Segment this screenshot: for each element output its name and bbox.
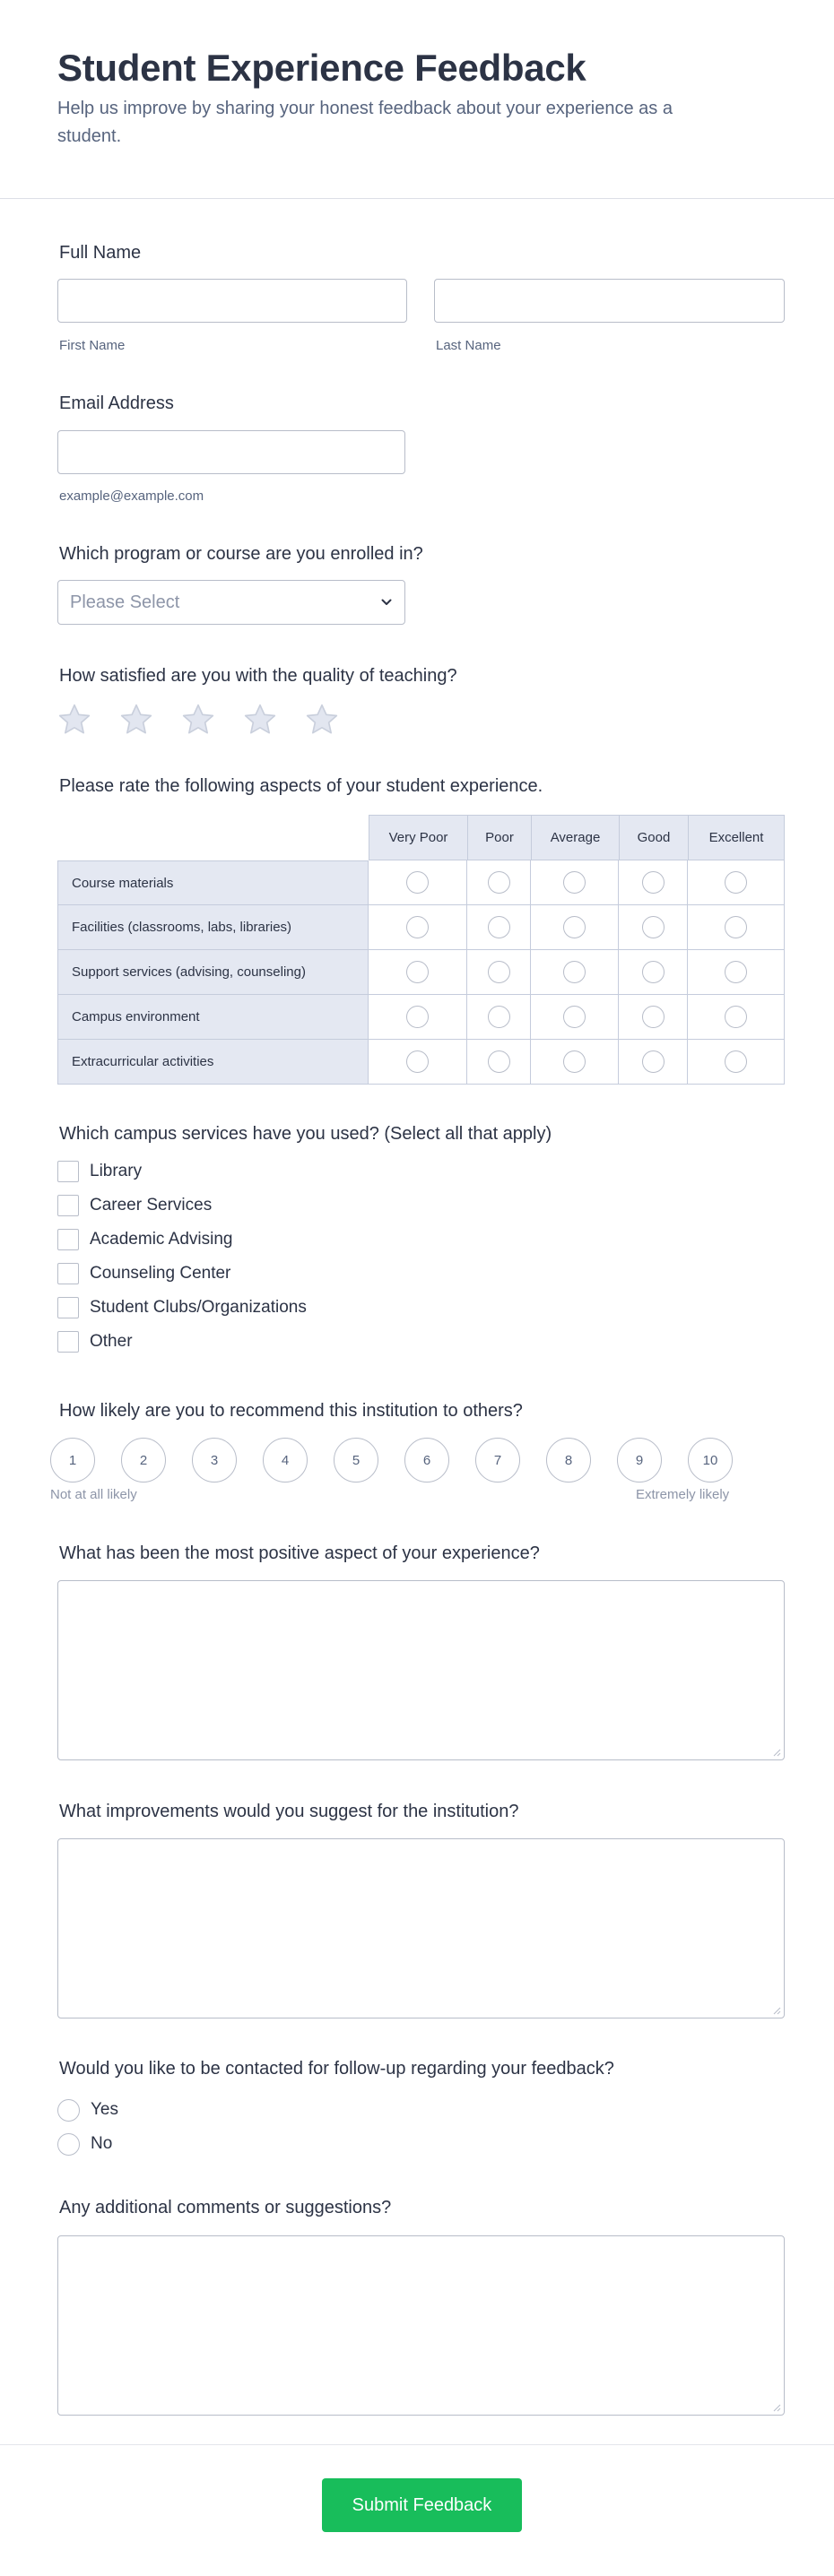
followup-option-label: No bbox=[91, 2134, 113, 2153]
matrix-column-header: Average bbox=[531, 815, 620, 860]
matrix-radio[interactable] bbox=[725, 961, 747, 983]
checkbox[interactable] bbox=[57, 1263, 79, 1284]
email-sublabel: example@example.com bbox=[59, 488, 204, 504]
scale-option-7[interactable]: 7 bbox=[475, 1438, 520, 1482]
matrix-cell bbox=[369, 995, 467, 1040]
matrix-cell bbox=[531, 1040, 619, 1085]
matrix-row-label: Course materials bbox=[57, 860, 369, 905]
star-icon[interactable] bbox=[180, 702, 216, 738]
scale-option-2[interactable]: 2 bbox=[121, 1438, 166, 1482]
matrix-row-label: Support services (advising, counseling) bbox=[57, 950, 369, 995]
form-header bbox=[0, 0, 834, 199]
matrix-radio[interactable] bbox=[563, 871, 586, 894]
scale-option-4[interactable]: 4 bbox=[263, 1438, 308, 1482]
matrix-cell bbox=[688, 995, 785, 1040]
star-icon[interactable] bbox=[56, 702, 92, 738]
matrix-cell bbox=[531, 860, 619, 905]
matrix-cell bbox=[369, 860, 467, 905]
matrix-radio[interactable] bbox=[642, 1006, 665, 1028]
services-option-label: Library bbox=[90, 1162, 143, 1180]
checkbox[interactable] bbox=[57, 1195, 79, 1216]
scale-option-3[interactable]: 3 bbox=[192, 1438, 237, 1482]
matrix-radio[interactable] bbox=[488, 1050, 510, 1073]
matrix-radio[interactable] bbox=[725, 1006, 747, 1028]
resize-handle-icon[interactable] bbox=[772, 2006, 781, 2015]
improvements-label: What improvements would you suggest for the institution? bbox=[59, 1802, 519, 1821]
matrix-radio[interactable] bbox=[406, 1050, 429, 1073]
matrix-radio[interactable] bbox=[642, 871, 665, 894]
followup-option-yes[interactable] bbox=[57, 2098, 118, 2122]
positive-textarea[interactable] bbox=[57, 1580, 785, 1760]
scale-option-9[interactable]: 9 bbox=[617, 1438, 662, 1482]
matrix-cell bbox=[369, 950, 467, 995]
services-option-label: Other bbox=[90, 1332, 133, 1351]
scale-option-1[interactable]: 1 bbox=[50, 1438, 95, 1482]
matrix-radio[interactable] bbox=[488, 1006, 510, 1028]
first-name-input[interactable] bbox=[57, 279, 407, 323]
followup-option-label: Yes bbox=[91, 2100, 118, 2119]
services-option-label: Academic Advising bbox=[90, 1230, 233, 1249]
services-option[interactable] bbox=[57, 1330, 133, 1353]
matrix-radio[interactable] bbox=[563, 916, 586, 938]
matrix-cell bbox=[369, 1040, 467, 1085]
scale-low-label: Not at all likely bbox=[50, 1487, 137, 1502]
matrix-cell bbox=[688, 950, 785, 995]
matrix-radio[interactable] bbox=[563, 1006, 586, 1028]
email-label: Email Address bbox=[59, 393, 174, 413]
matrix-cell bbox=[369, 905, 467, 950]
matrix-radio[interactable] bbox=[488, 961, 510, 983]
matrix-cell bbox=[467, 1040, 531, 1085]
followup-label: Would you like to be contacted for follow-up regarding your feedback? bbox=[59, 2059, 614, 2079]
matrix-cell bbox=[688, 1040, 785, 1085]
matrix-label: Please rate the following aspects of your student experience. bbox=[59, 776, 543, 796]
matrix-radio[interactable] bbox=[488, 871, 510, 894]
first-name-sublabel: First Name bbox=[59, 338, 126, 353]
matrix-cell bbox=[619, 1040, 688, 1085]
services-option[interactable] bbox=[57, 1296, 307, 1319]
matrix-radio[interactable] bbox=[725, 916, 747, 938]
program-select[interactable] bbox=[57, 580, 405, 625]
checkbox[interactable] bbox=[57, 1161, 79, 1182]
matrix-column-header: Good bbox=[619, 815, 689, 860]
resize-handle-icon[interactable] bbox=[772, 2403, 781, 2412]
checkbox[interactable] bbox=[57, 1229, 79, 1250]
scale-option-10[interactable]: 10 bbox=[688, 1438, 733, 1482]
checkbox[interactable] bbox=[57, 1331, 79, 1353]
services-option-label: Student Clubs/Organizations bbox=[90, 1298, 307, 1317]
matrix-cell bbox=[688, 860, 785, 905]
submit-button[interactable]: Submit Feedback bbox=[322, 2478, 522, 2532]
recommend-label: How likely are you to recommend this institution to others? bbox=[59, 1401, 523, 1421]
program-select-placeholder: Please Select bbox=[70, 592, 180, 612]
scale-high-label: Extremely likely bbox=[636, 1487, 730, 1502]
matrix-cell bbox=[619, 995, 688, 1040]
matrix-cell bbox=[467, 995, 531, 1040]
radio[interactable] bbox=[57, 2133, 80, 2156]
matrix-radio[interactable] bbox=[488, 916, 510, 938]
positive-label: What has been the most positive aspect of your experience? bbox=[59, 1543, 540, 1563]
matrix-column-header: Poor bbox=[467, 815, 532, 860]
matrix-column-header: Very Poor bbox=[369, 815, 468, 860]
last-name-sublabel: Last Name bbox=[436, 338, 501, 353]
matrix-cell bbox=[467, 905, 531, 950]
star-icon[interactable] bbox=[118, 702, 154, 738]
matrix-radio[interactable] bbox=[406, 961, 429, 983]
matrix-cell bbox=[531, 905, 619, 950]
matrix-radio[interactable] bbox=[406, 871, 429, 894]
scale-option-6[interactable]: 6 bbox=[404, 1438, 449, 1482]
services-label: Which campus services have you used? (Select all that apply) bbox=[59, 1124, 552, 1144]
full-name-label: Full Name bbox=[59, 243, 142, 263]
teaching-label: How satisfied are you with the quality of teaching? bbox=[59, 666, 457, 686]
comments-label: Any additional comments or suggestions? bbox=[59, 2198, 392, 2217]
matrix-cell bbox=[619, 905, 688, 950]
matrix-radio[interactable] bbox=[642, 916, 665, 938]
scale-option-8[interactable]: 8 bbox=[546, 1438, 591, 1482]
scale-option-5[interactable]: 5 bbox=[334, 1438, 378, 1482]
matrix-radio[interactable] bbox=[725, 1050, 747, 1073]
matrix-cell bbox=[619, 860, 688, 905]
program-label: Which program or course are you enrolled in? bbox=[59, 544, 423, 564]
matrix-radio[interactable] bbox=[725, 871, 747, 894]
last-name-input[interactable] bbox=[434, 279, 785, 323]
services-option[interactable] bbox=[57, 1194, 212, 1217]
checkbox[interactable] bbox=[57, 1297, 79, 1318]
matrix-row-label: Extracurricular activities bbox=[57, 1040, 369, 1085]
matrix-column-header: Excellent bbox=[688, 815, 785, 860]
services-option-label: Career Services bbox=[90, 1196, 213, 1215]
matrix-cell bbox=[619, 950, 688, 995]
star-icon[interactable] bbox=[242, 702, 278, 738]
matrix-row-label: Facilities (classrooms, labs, libraries) bbox=[57, 905, 369, 950]
services-option[interactable] bbox=[57, 1160, 142, 1183]
matrix-radio[interactable] bbox=[642, 1050, 665, 1073]
improvements-textarea[interactable] bbox=[57, 1838, 785, 2018]
matrix-radio[interactable] bbox=[642, 961, 665, 983]
matrix-radio[interactable] bbox=[406, 916, 429, 938]
matrix-radio[interactable] bbox=[563, 1050, 586, 1073]
matrix-radio[interactable] bbox=[563, 961, 586, 983]
email-input[interactable] bbox=[57, 430, 405, 474]
matrix-cell bbox=[467, 860, 531, 905]
rating-matrix bbox=[57, 815, 785, 1082]
matrix-cell bbox=[531, 950, 619, 995]
chevron-down-icon bbox=[379, 595, 394, 609]
form-subtitle: Help us improve by sharing your honest feedback about your experience as a student. bbox=[57, 99, 673, 146]
resize-handle-icon[interactable] bbox=[772, 1748, 781, 1757]
matrix-row-label: Campus environment bbox=[57, 995, 369, 1040]
matrix-radio[interactable] bbox=[406, 1006, 429, 1028]
matrix-cell bbox=[688, 905, 785, 950]
form-title: Student Experience Feedback bbox=[57, 47, 586, 89]
services-option[interactable] bbox=[57, 1262, 230, 1285]
star-icon[interactable] bbox=[304, 702, 340, 738]
radio[interactable] bbox=[57, 2099, 80, 2122]
services-option[interactable] bbox=[57, 1228, 232, 1251]
matrix-cell bbox=[467, 950, 531, 995]
followup-option-no[interactable] bbox=[57, 2132, 112, 2156]
comments-textarea[interactable] bbox=[57, 2235, 785, 2416]
services-option-label: Counseling Center bbox=[90, 1264, 231, 1283]
matrix-cell bbox=[531, 995, 619, 1040]
